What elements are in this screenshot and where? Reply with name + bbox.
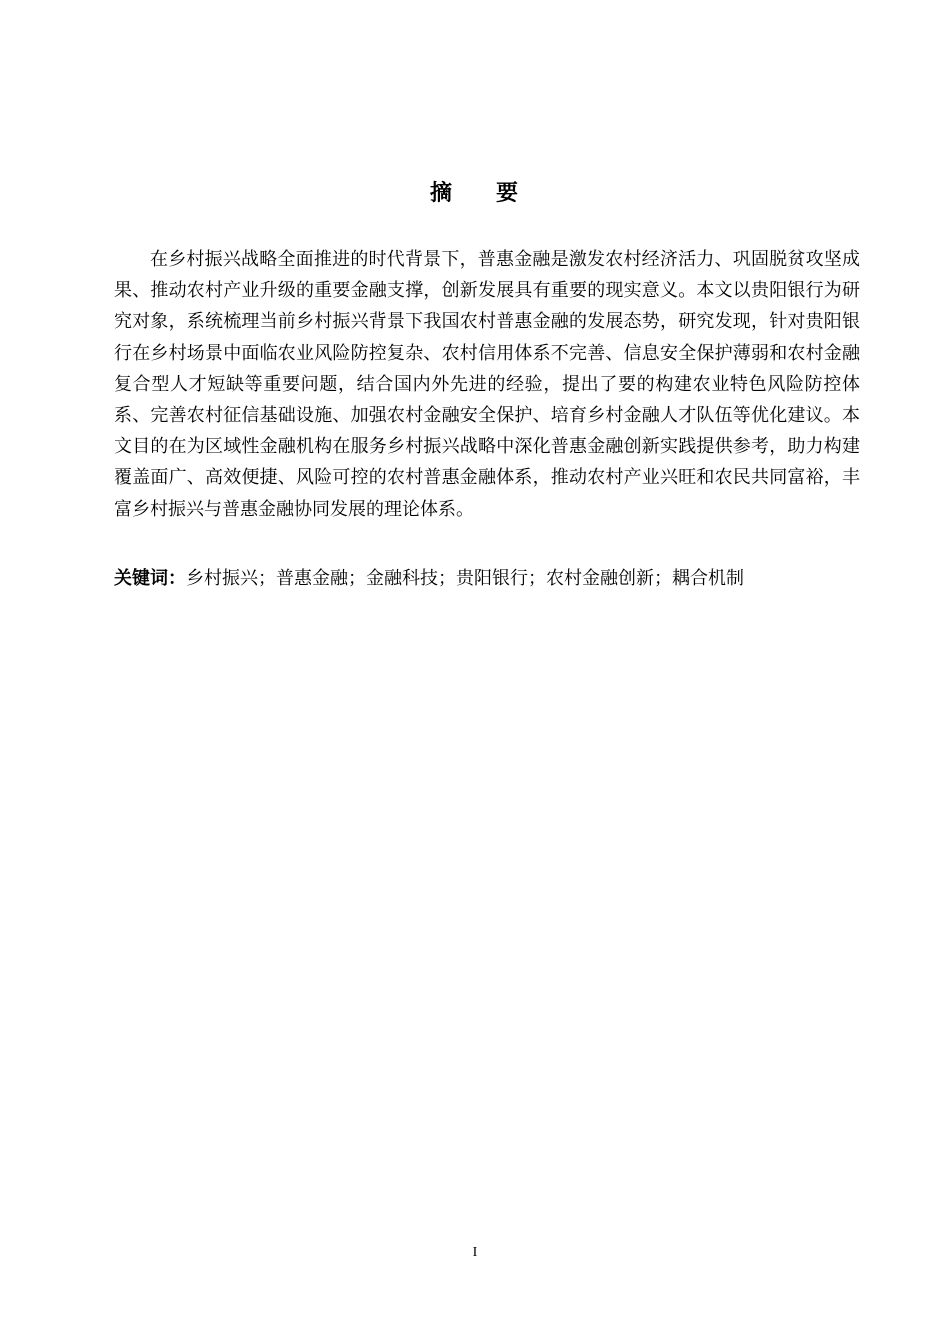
page-title [0,178,950,210]
keywords-text: 乡村振兴；普惠金融；金融科技；贵阳银行；农村金融创新；耦合机制 [186,568,744,589]
keywords-label: 关键词： [114,568,186,589]
page-number: I [472,1245,478,1260]
title-char-1: 摘 [429,181,454,206]
abstract-paragraph: 在乡村振兴战略全面推进的时代背景下，普惠金融是激发农村经济活力、巩固脱贫攻坚成果、推动农村产业升级的重要金融支撑，创新发展具有重要的现实意义。本文以贵阳银行为研究对象，系统梳理当前乡村振兴背景下我国农村普惠金融的发展态势，研究发现，针对贵阳银行在乡村场景中面临农业风险防控复杂、农村信用体系不完善、信息安全保护薄弱和农村金融复合型人才短缺等重要问题，结合国内外先进的经验，提出了要的构建农业特色风险防控体系、完善农村征信基础设施、加强农村金融安全保护、培育乡村金融人才队伍等优化建议。本文目的在为区域性金融机构在服务乡村振兴战略中深化普惠金融创新实践提供参考，助力构建覆盖面广、高效便捷、风险可控的农村普惠金融体系，推动农村产业兴旺和农民共同富裕，丰富乡村振兴与普惠金融协同发展的理论体系。 [114,249,860,520]
title-char-2: 要 [496,181,521,206]
keywords-line [114,563,860,594]
